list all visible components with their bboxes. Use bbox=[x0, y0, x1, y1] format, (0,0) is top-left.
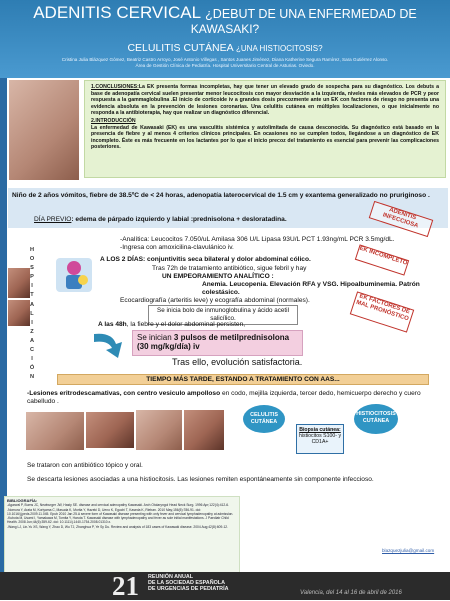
case-intro-text bbox=[12, 192, 444, 200]
footer-line: DE URGENCIAS DE PEDIATRÍA bbox=[148, 585, 229, 592]
dia-previo bbox=[34, 216, 394, 224]
footer-number: 21 bbox=[112, 571, 139, 601]
stamp-ek-factores: EK FACTORES DE MAL PRONÓSTICO bbox=[350, 291, 414, 332]
vertical-letter: Ó bbox=[29, 365, 35, 372]
dia-previo-text: : edema de párpado izquierdo y labial :prednisolona + desloratadina. bbox=[71, 216, 287, 223]
empeoramiento-line: UN EMPEORAMIENTO ANALÍTICO : bbox=[162, 273, 274, 280]
reference-item: -Agarwal P, Burns JC, Newburger JW, Hasty SE. disease and cervical adenopathy Kawasaki. Arch Otolaryngol Head Neck Surg. 1996 Apr;122(4):412-6. bbox=[7, 503, 230, 508]
hospital-cartoon-icon bbox=[56, 258, 92, 292]
subtitle-main: CELULITIS CUTÁNEA bbox=[127, 42, 234, 54]
contact-email[interactable]: blazquezjulia@gmail.com bbox=[382, 548, 435, 553]
conclusions-heading: 1.CONCLUSIONES: bbox=[91, 84, 139, 90]
pulses-box bbox=[132, 330, 303, 356]
poster-subtitle bbox=[0, 42, 450, 54]
tratamiento-line: Se trataron con antibiótico tópico y oral. bbox=[27, 462, 143, 469]
ingresa-line: -Ingresa con amoxicilina-clavulánico iv. bbox=[120, 244, 234, 251]
poster-header bbox=[0, 0, 450, 78]
biopsia-box bbox=[296, 424, 344, 454]
arrow-graphic bbox=[92, 330, 130, 366]
dias2-label: A LOS 2 DÍAS bbox=[100, 256, 143, 263]
vertical-letter: C bbox=[29, 347, 35, 354]
conclusions-text: La EK presenta formas incompletas, hay que tener un elevado grado de sospecha para su diagnóstico. Los debuts a base de adenopatía cervical suelen presentar menor leucocitosis con mayor desviación a la izquierda, niveles más elevados de PCR y peor respuesta a la gammaglobulina .El inicio de corticoide iv a grandes dosis precozmente ante un EK con factores de riesgo no presenta una evidencia absoluta en la prevención de lesiones coronarias. Una celulitis cutánea en múltiples localizaciones, o que inicialmente no responda a la antibioterapia, hay que realizar un diagnóstico diferencial. bbox=[91, 84, 439, 117]
lips-photo bbox=[8, 300, 30, 326]
anemia-line: Anemia. Leucopenia. Elevación RFA y VSG. Hipoalbuminemia. Patrón colestásico. bbox=[202, 281, 420, 296]
vertical-letter: Z bbox=[30, 328, 34, 335]
histiocitosis-bubble: HISTIOCITOSIS CUTÁNEA bbox=[354, 404, 398, 434]
title-question: ¿DEBUT DE UNA ENFERMEDAD DE bbox=[205, 7, 417, 21]
conclusions-box bbox=[84, 80, 446, 178]
vertical-letter: T bbox=[30, 292, 34, 299]
vertical-letter: A bbox=[29, 337, 35, 344]
lesion-photo-3 bbox=[136, 410, 182, 450]
authors bbox=[8, 57, 442, 69]
stamp-adenitis: ADENITIS INFECCIOSA bbox=[369, 201, 434, 237]
vertical-letter: P bbox=[30, 274, 34, 281]
vertical-letter: H bbox=[29, 247, 35, 253]
reference-item: -Wang LJ, Lin-Yu XS, Wang Y, Zhao D, Wu TJ, Zhanghua P, Ye Sy Du. Review and analysis of 183 cases of Kawasaki disease. 2004 Aug;42(8):609-12. bbox=[7, 524, 229, 529]
footer-line: REUNIÓN ANUAL bbox=[148, 574, 194, 580]
vertical-letter: N bbox=[29, 374, 35, 381]
tiempo-bar: TIEMPO MÁS TARDE, ESTANDO A TRATAMIENTO CON AAS... bbox=[57, 374, 429, 385]
eco-line: Ecocardiografía (arteritis leve) y ecografía abdominal (normales). bbox=[120, 297, 310, 304]
h48-line bbox=[98, 321, 358, 329]
vertical-letter: L bbox=[30, 310, 34, 317]
introduction-heading: 2.INTRODUCCIÓN bbox=[91, 117, 136, 124]
stamp-ek-incompleto: EK INCOMPLETO bbox=[355, 244, 409, 275]
authors-line: Cristina Julia Blázquez Gómez, Beatriz Castro Arroyo, José Antonio Villegas , Santos Juanes Jiménez, Diana Katherine Segura Ramírez, Sara Gutiérrez Alonso. bbox=[61, 57, 389, 62]
poster-footer bbox=[0, 572, 450, 600]
lesiones-paragraph bbox=[27, 390, 447, 406]
analitica-line bbox=[120, 236, 450, 244]
patient-neck-photo bbox=[9, 80, 79, 180]
pulse-prefix: Se inician bbox=[137, 333, 174, 342]
lesion-photo-4 bbox=[184, 410, 224, 450]
footer-line: DE LA SOCIEDAD ESPAÑOLA bbox=[148, 579, 225, 586]
footer-date: Valencia, del 14 al 16 de abril de 2016 bbox=[300, 590, 402, 596]
footer-congress bbox=[148, 575, 228, 592]
subtitle-question: ¿UNA HISTIOCITOSIS? bbox=[236, 44, 323, 53]
reference-item: -Nomura Y, Arata M, Koriyama C, Masuda K, Morita Y, Hazeki D, Ueno K, Eguchi T, Kaseda K, Rieban. 2010 May;156(5):786-91. doi: 10.1016/j.jpeds.2009.11.045. Epub 2010 Jan 25.A severe form of Kawasaki disease presenting with only fever and cervical lymphadenopathy at admission. bbox=[7, 507, 234, 516]
vertical-letter: O bbox=[29, 256, 35, 263]
bolo-box: Se inicia bolo de inmunoglobulina y ácido acetil salicílico. bbox=[148, 305, 298, 325]
tongue-photo bbox=[8, 268, 30, 298]
lesiones-label: -Lesiones eritrodescamativas, con centro vesiculo ampolloso bbox=[27, 390, 221, 397]
title-main: ADENITIS CERVICAL bbox=[33, 3, 201, 22]
biopsia-label: Biopsia cutánea: bbox=[299, 427, 341, 433]
conclusions-paragraph bbox=[91, 84, 439, 117]
h48-text: , la fiebre y el dolor abdominal persisten, bbox=[126, 321, 246, 328]
dias2-text: : conjuntivitis seca bilateral y dolor abdominal cólico. bbox=[143, 256, 311, 263]
poster-title-line2: KAWASAKI? bbox=[190, 22, 260, 36]
tras72-line: Tras 72h de tratamiento antibiótico, sigue febril y hay bbox=[152, 265, 307, 272]
poster-title bbox=[0, 4, 450, 23]
case-intro: Niño de 2 años vómitos, fiebre de 38.5ºC de < 24 horas, adenopatía laterocervical de 1.5 cm y exantema generalizado no pruriginoso . bbox=[12, 192, 430, 199]
vertical-letter: S bbox=[30, 265, 34, 272]
vertical-letter: A bbox=[29, 301, 35, 308]
descarta-line: Se descarta lesiones asociadas a una histiocitosis. Las lesiones remiten espontáneamente sin componente infeccioso. bbox=[27, 476, 374, 483]
vertical-letter: I bbox=[31, 319, 33, 326]
reference-item: -Kubota M, Usami I, Yamakawa M, Tomita Y, Haruta T. Kawasaki disease with lymphadenopathy and fever as sole initial manifestations. J Paediatr Child Health. 2008 Jun;44(6):359-62. doi: 10.1111/j.1440-1754.2008.01310.x. bbox=[7, 516, 229, 525]
lesion-photo-2 bbox=[86, 412, 134, 448]
pulse-text: 3 pulsos de metilprednisolona (30 mg/kg/día) iv bbox=[137, 333, 290, 351]
affiliation-line: Área de Gestión Clínica de Pediatría. Hospital Universitario Central de Asturias. Oviedo. bbox=[135, 63, 315, 68]
celulitis-bubble: CELULITIS CUTÁNEA bbox=[243, 405, 285, 433]
bibliography-box bbox=[4, 496, 240, 578]
dia-previo-label: DÍA PREVIO bbox=[34, 216, 72, 223]
vertical-letter: I bbox=[31, 283, 33, 290]
bibliography-heading: BIBLIOGRAFÍA: bbox=[7, 498, 38, 503]
dias2-line bbox=[100, 256, 370, 264]
introduction-text: La enfermedad de Kawasaki (EK) es una vasculitis sistémica y autolimitada de causa desconocida. Su diagnóstico está basado en la presencia de fiebre y al menos 4 criterios clínicos principales. En ocasiones no se cumplen todos, llegándose a un diagnóstico de EK incompleto. Éste es más frecuente en los lactantes por lo que el inicio precoz del tratamiento es esencial para prevenir las complicaciones posteriores. bbox=[91, 124, 439, 151]
analitica-text: -Analítica: Leucocitos 7.050/uL Amilasa 306 U/L Lipasa 93U/L PCT 1.93ng/mL PCR 3.5mg/dL. bbox=[120, 236, 395, 243]
lesion-photo-1 bbox=[26, 412, 84, 450]
vertical-letter: I bbox=[31, 356, 33, 363]
evolucion-line: Tras ello, evolución satisfactoria. bbox=[172, 357, 303, 367]
h48-label: A las 48h bbox=[98, 321, 127, 328]
lesiones-text: en codo, mejilla izquierda, tercer dedo, hemicuerpo derecho y cuero cabelludo . bbox=[27, 390, 421, 405]
biopsia-text: histiocitos S100- y CD1A+ bbox=[298, 433, 342, 445]
